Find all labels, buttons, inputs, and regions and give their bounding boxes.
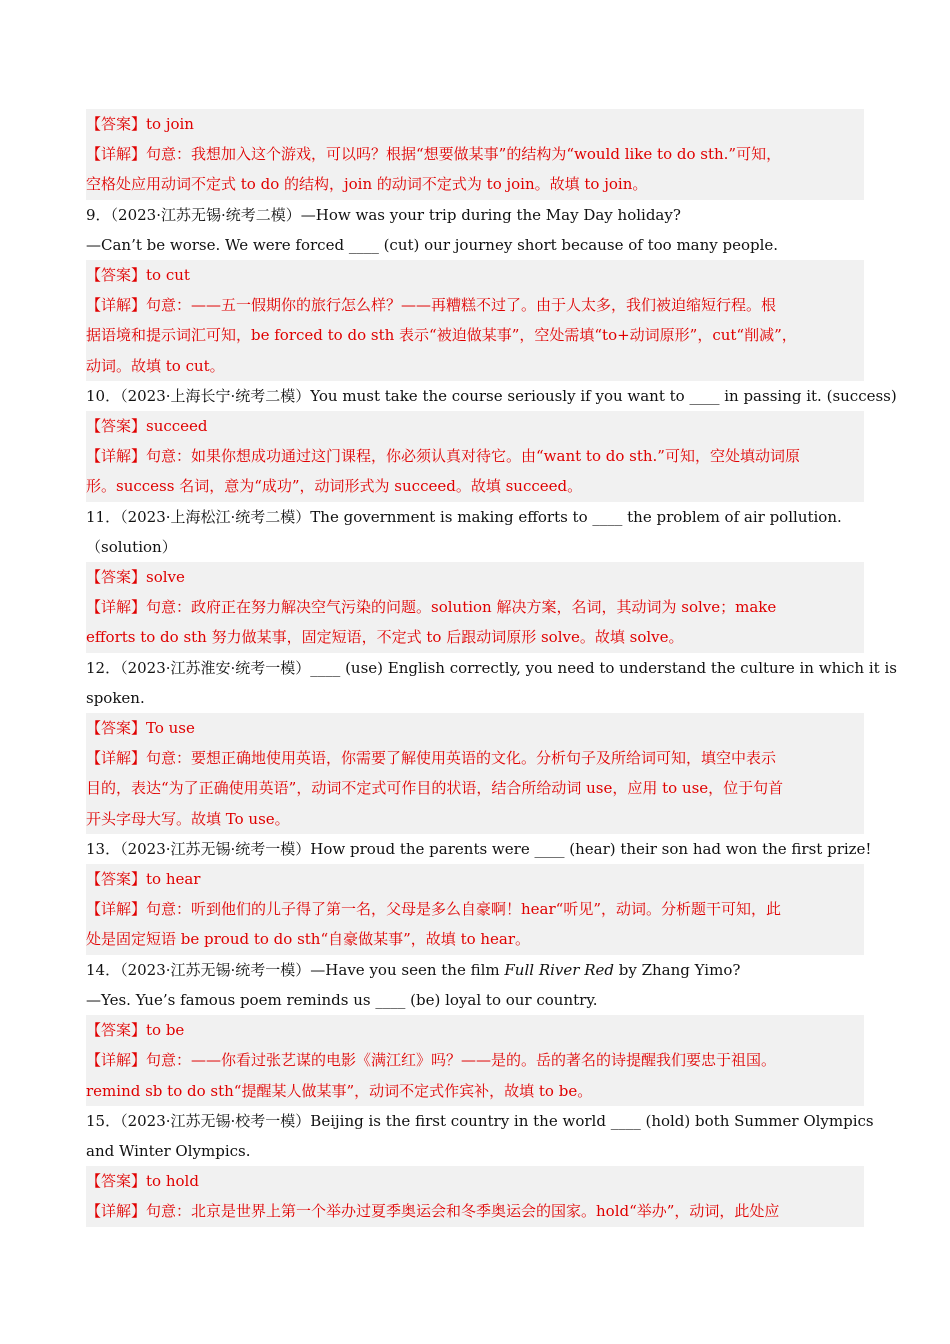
answer-line: 【详解】句意：——你看过张艺谋的电影《满江红》吗？——是的。岳的著名的诗提醒我们要忠于祖国。 — [86, 1051, 777, 1070]
question-block — [86, 200, 864, 260]
question-block — [86, 381, 897, 411]
answer-line: 形。success 名词，意为“成功”，动词形式为 succeed。故填 succeed。 — [86, 477, 583, 496]
answer-line: 目的，表达“为了正确使用英语”，动词不定式可作目的状语，结合所给动词 use，应用 to use，位于句首 — [86, 779, 784, 798]
answer-line: 【详解】句意：我想加入这个游戏，可以吗？根据“想要做某事”的结构为“would like to do sth.”可知， — [86, 145, 782, 164]
document-body — [86, 109, 897, 1227]
question-line: spoken. — [86, 688, 145, 707]
answer-line: 【答案】succeed — [86, 417, 208, 436]
answer-line: 开头字母大写。故填 To use。 — [86, 809, 290, 828]
answer-line: 【答案】to cut — [86, 266, 190, 285]
answer-block — [86, 562, 864, 653]
answer-line: 【详解】句意：听到他们的儿子得了第一名，父母是多么自豪啊！hear“听见”，动词。分析题干可知，此 — [86, 900, 781, 919]
answer-line: 【详解】句意：政府正在努力解决空气污染的问题。solution 解决方案，名词，其动词为 solve；make — [86, 598, 777, 617]
answer-line: 【详解】句意：要想正确地使用英语，你需要了解使用英语的文化。分析句子及所给词可知，填空中表示 — [86, 749, 777, 768]
question-block — [86, 955, 864, 1015]
question-block — [86, 653, 897, 713]
question-line: 12．（2023·江苏淮安·统考一模）____ (use) English correctly, you need to understand the culture in which it is — [86, 658, 897, 677]
film-title: Full River Red — [504, 960, 614, 979]
question-line: —Can’t be worse. We were forced ____ (cut) our journey short because of too many people. — [86, 235, 779, 254]
answer-line: 处是固定短语 be proud to do sth“自豪做某事”，故填 to hear。 — [86, 930, 531, 949]
question-line: —Yes. Yue’s famous poem reminds us ____ (be) loyal to our country. — [86, 990, 598, 1009]
question-line: 15．（2023·江苏无锡·校考一模）Beijing is the first country in the world ____ (hold) both Summer Olympics — [86, 1111, 874, 1130]
answer-line: 动词。故填 to cut。 — [86, 356, 225, 375]
answer-block — [86, 713, 864, 834]
answer-line: 【详解】句意：——五一假期你的旅行怎么样？——再糟糕不过了。由于人太多，我们被迫缩短行程。根 — [86, 296, 777, 315]
question-block — [86, 502, 864, 562]
answer-line: remind sb to do sth“提醒某人做某事”，动词不定式作宾补，故填 to be。 — [86, 1081, 593, 1100]
answer-line: 【答案】to join — [86, 115, 194, 133]
answer-block — [86, 260, 864, 381]
answer-block — [86, 109, 864, 200]
answer-block — [86, 1015, 864, 1106]
question-line: 14．（2023·江苏无锡·统考一模）—Have you seen the film Full River Red by Zhang Yimo? — [86, 960, 741, 979]
answer-line: 【答案】to be — [86, 1021, 185, 1040]
question-line: 10．（2023·上海长宁·统考二模）You must take the course seriously if you want to ____ in passing it. (success) — [86, 386, 897, 405]
answer-block — [86, 1166, 864, 1226]
answer-line: 【详解】句意：北京是世界上第一个举办过夏季奥运会和冬季奥运会的国家。hold“举办”，动词，此处应 — [86, 1202, 780, 1221]
answer-line: 【详解】句意：如果你想成功通过这门课程，你必须认真对待它。由“want to do sth.”可知，空处填动词原 — [86, 447, 800, 466]
answer-line: 【答案】to hear — [86, 870, 201, 889]
question-block — [86, 834, 872, 864]
question-line: 11．（2023·上海松江·统考二模）The government is making efforts to ____ the problem of air pollution. — [86, 507, 842, 526]
answer-line: 【答案】To use — [86, 719, 195, 738]
answer-block — [86, 864, 864, 955]
answer-line: 【答案】solve — [86, 568, 185, 587]
question-line: and Winter Olympics. — [86, 1141, 251, 1160]
answer-block — [86, 411, 864, 502]
question-line: 13．（2023·江苏无锡·统考一模）How proud the parents were ____ (hear) their son had won the first prize! — [86, 839, 872, 858]
question-block — [86, 1106, 874, 1166]
answer-line: efforts to do sth 努力做某事，固定短语，不定式 to 后跟动词原形 solve。故填 solve。 — [86, 628, 684, 647]
question-line: （solution） — [86, 537, 177, 556]
answer-line: 空格处应用动词不定式 to do 的结构，join 的动词不定式为 to join。故填 to join。 — [86, 175, 648, 194]
answer-line: 据语境和提示词汇可知，be forced to do sth 表示“被迫做某事”，空处需填“to+动词原形”，cut“削减”， — [86, 326, 797, 345]
question-line: 9．（2023·江苏无锡·统考二模）—How was your trip during the May Day holiday? — [86, 205, 681, 224]
answer-line: 【答案】to hold — [86, 1172, 199, 1191]
